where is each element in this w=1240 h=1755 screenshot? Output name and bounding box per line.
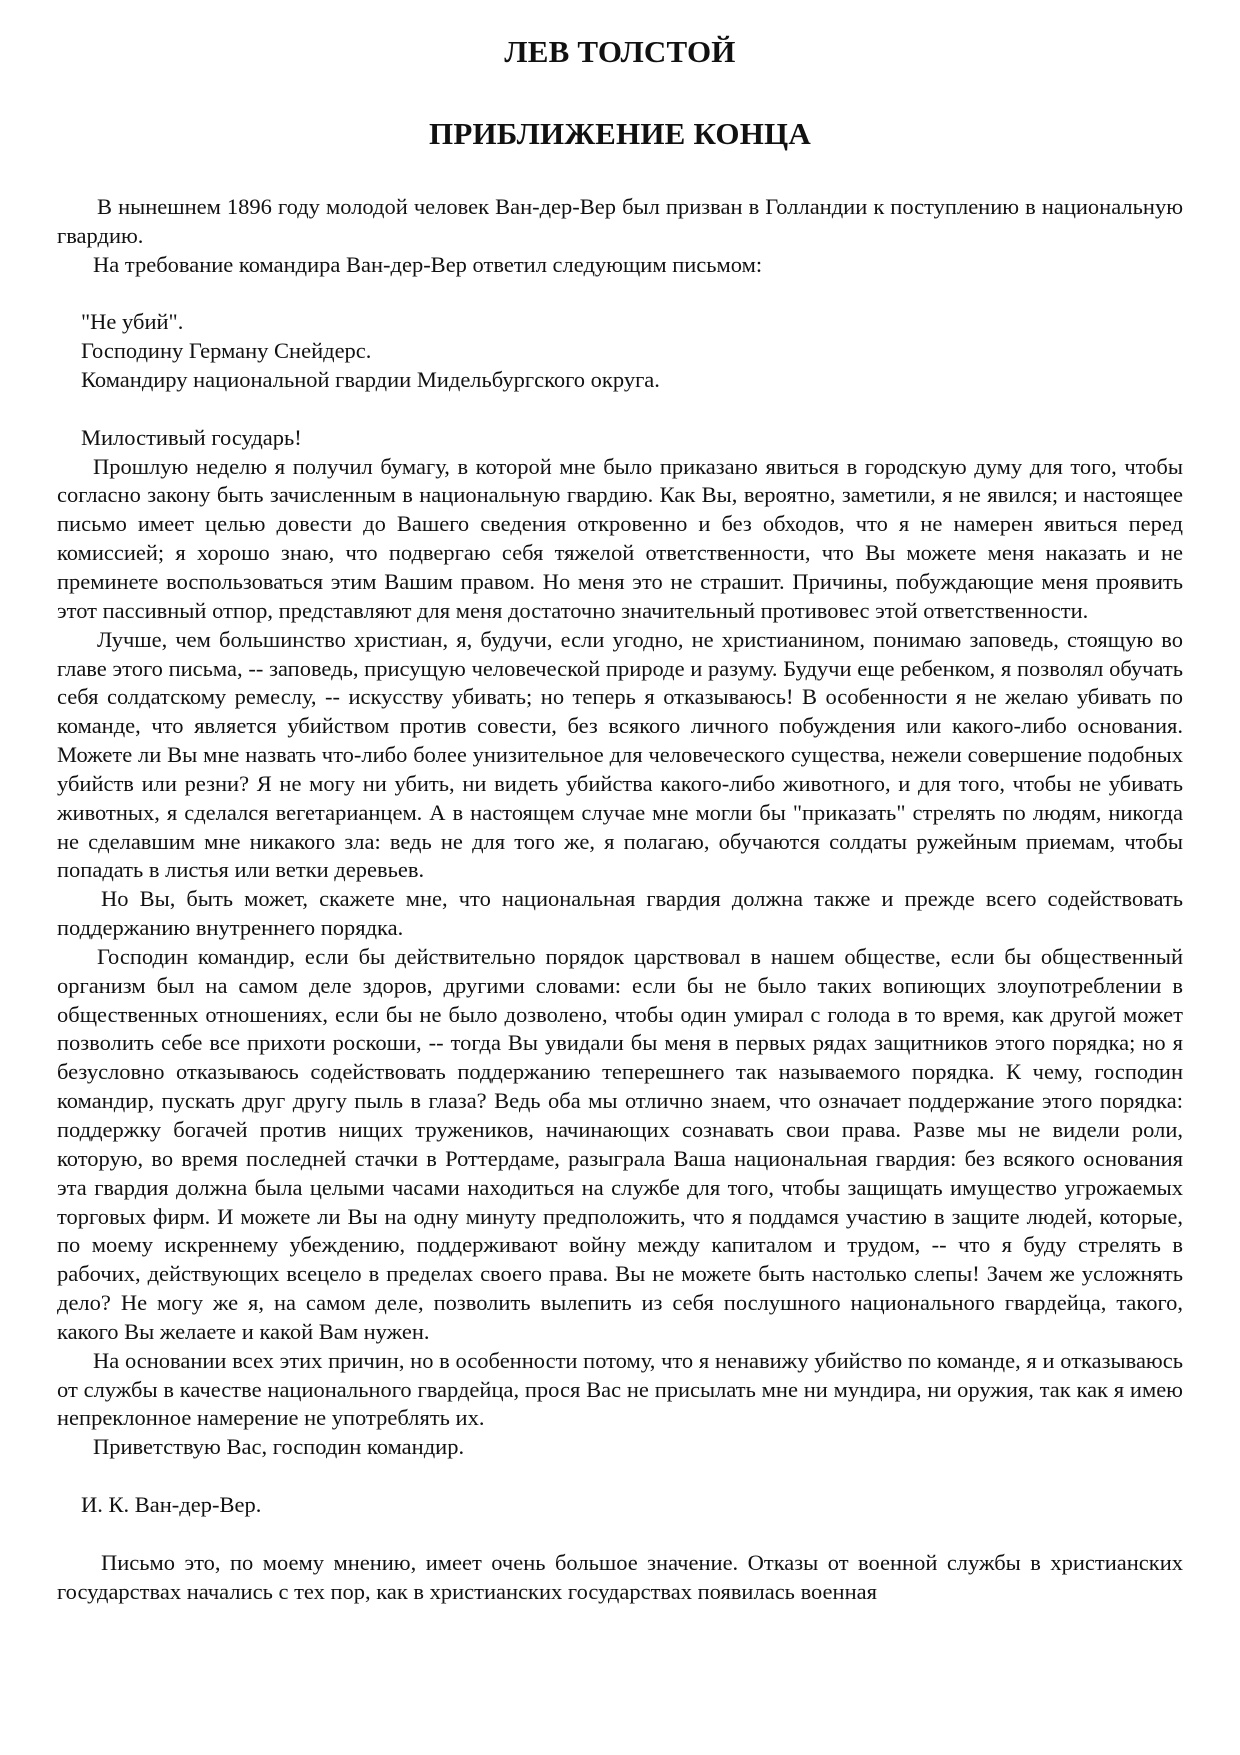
spacer (57, 1462, 1183, 1491)
spacer (57, 395, 1183, 424)
spacer (57, 1520, 1183, 1549)
letter-paragraph: Лучше, чем большинство христиан, я, будучи, если угодно, не христианином, понимаю заповедь, стоящую во главе этого письма, -- заповедь, присущую человеческой природе и разуму. Будучи еще ребенком, я позволял обучать себя солдатскому ремеслу, -- искусству убивать; но теперь я отказываюсь! В особенности я не желаю убивать по команде, что является убийством против совести, без всякого личного побуждения или какого-либо основания. Можете ли Вы мне назвать что-либо более унизительное для человеческого существа, нежели совершение подобных убийств или резни? Я не могу ни убить, ни видеть убийства какого-либо животного, и для того, чтобы не убивать животных, я сделался вегетарианцем. А в настоящем случае мне могли бы "приказать" стрелять по людям, никогда не сделавшим мне никакого зла: ведь не для того же, я полагаю, обучаются солдаты ружейным приемам, чтобы попадать в листья или ветки деревьев. (57, 626, 1183, 883)
intro-paragraph: На требование командира Ван-дер-Вер ответил следующим письмом: (93, 251, 763, 277)
letter-signature: И. К. Ван-дер-Вер. (81, 1491, 262, 1517)
document-body (57, 193, 1183, 1606)
letter-paragraph: Господин командир, если бы действительно порядок царствовал в нашем обществе, если бы общественный организм был на самом деле здоров, другими словами: если бы не было таких вопиющих злоупотреблении в общественных отношениях, если бы не было дозволено, чтобы один умирал с голода в то время, как другой может позволить себе все прихоти роскоши, -- тогда Вы увидали бы меня в первых рядах защитников этого порядка; но я безусловно отказываюсь содействовать поддержанию теперешнего так называемого порядка. К чему, господин командир, пускать друг другу пыль в глаза? Ведь оба мы отлично знаем, что означает поддержание этого порядка: поддержку богачей против нищих тружеников, начинающих сознавать свои права. Разве мы не видели роли, которую, во время последней стачки в Роттердаме, разыграла Ваша национальная гвардия: без всякого основания эта гвардия должна была целыми часами находиться на службе для того, чтобы защищать имущество угрожаемых торговых фирм. И можете ли Вы на одну минуту предположить, что я поддамся участию в защите людей, которые, по моему искреннему убеждению, поддерживают войну между капиталом и трудом, -- что я буду стрелять в рабочих, действующих всецело в пределах своего права. Вы не можете быть настолько слепы! Зачем же усложнять дело? Не могу же я, на самом деле, позволить вылепить из себя послушного национального гвардейца, такого, какого Вы желаете и какой Вам нужен. (57, 943, 1183, 1344)
letter-addressee-title: Командиру национальной гвардии Мидельбургского округа. (81, 367, 660, 393)
letter-paragraph: Прошлую неделю я получил бумагу, в которой мне было приказано явиться в городскую думу для того, чтобы согласно закону быть зачисленным в национальную гвардию. Как Вы, вероятно, заметили, я не явился; и настоящее письмо имеет целью довести до Вашего сведения откровенно и без обходов, что я не намерен явиться перед комиссией; я хорошо знаю, что подвергаю себя тяжелой ответственности, что Вы можете меня наказать и не преминете воспользоваться этим Вашим правом. Но меня это не страшит. Причины, побуждающие меня проявить этот пассивный отпор, представляют для меня достаточно значительный противовес этой ответственности. (57, 453, 1183, 623)
author-heading: ЛЕВ ТОЛСТОЙ (504, 34, 736, 69)
letter-paragraph: Но Вы, быть может, скажете мне, что национальная гвардия должна также и прежде всего содействовать поддержанию внутреннего порядка. (57, 886, 1183, 941)
commentary-paragraph: Письмо это, по моему мнению, имеет очень большое значение. Отказы от военной службы в христианских государствах начались с тех пор, как в христианских государствах появилась военная (57, 1549, 1183, 1604)
letter-epigraph: "Не убий". (81, 309, 184, 335)
spacer (57, 280, 1183, 309)
letter-closing: Приветствую Вас, господин командир. (93, 1434, 465, 1460)
intro-paragraph: В нынешнем 1896 году молодой человек Ван-дер-Вер был призван в Голландии к поступлению в национальную гвардию. (57, 194, 1183, 248)
letter-salutation: Милостивый государь! (81, 424, 302, 450)
letter-paragraph: На основании всех этих причин, но в особенности потому, что я ненавижу убийство по команде, я и отказываюсь от службы в качестве национального гвардейца, прося Вас не присылать мне ни мундира, ни оружия, так как я имею непреклонное намерение не употреблять их. (57, 1347, 1183, 1431)
title-heading: ПРИБЛИЖЕНИЕ КОНЦА (429, 116, 811, 151)
letter-addressee: Господину Герману Снейдерс. (81, 338, 372, 364)
